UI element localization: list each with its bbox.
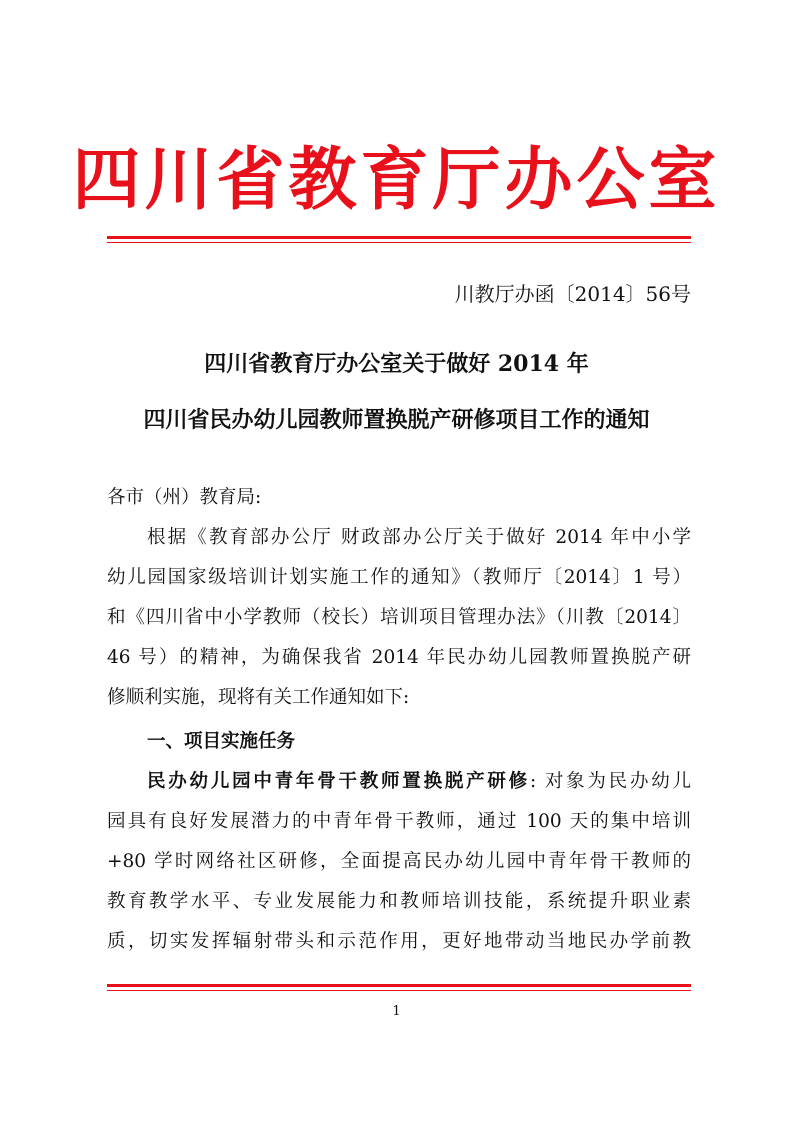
paragraph-1-line: 46 号）的精神，为确保我省 2014 年民办幼儿园教师置换脱产研 <box>107 647 691 668</box>
salutation: 各市（州）教育局: <box>107 487 262 508</box>
paragraph-1-line: 幼儿园国家级培训计划实施工作的通知》（教师厅〔2014〕1 号） <box>107 567 691 588</box>
notice-title-line-1: 四川省教育厅办公室关于做好 2014 年 <box>204 351 589 377</box>
letterhead-title: 四川省教育厅办公室 <box>72 140 721 220</box>
footer-rule-thick <box>107 984 691 987</box>
paragraph-1-line: 和《四川省中小学教师（校长）培训项目管理办法》（川教〔2014〕 <box>107 607 691 628</box>
paragraph-2-line: +80 学时网络社区研修，全面提高民办幼儿园中青年骨干教师的 <box>107 851 691 872</box>
paragraph-2-first-line-rest: : 对象为民办幼儿 <box>529 771 691 792</box>
notice-title-line-2: 四川省民办幼儿园教师置换脱产研修项目工作的通知 <box>143 407 650 433</box>
paragraph-2-line: 质，切实发挥辐射带头和示范作用，更好地带动当地民办学前教 <box>107 931 691 952</box>
paragraph-2-line: 园具有良好发展潜力的中青年骨干教师，通过 100 天的集中培训 <box>107 811 691 832</box>
letterhead-rule-thin <box>107 242 691 243</box>
section-1-heading: 一、项目实施任务 <box>147 731 296 752</box>
paragraph-2-first-line <box>147 768 691 796</box>
letterhead-rule-thick <box>107 236 691 239</box>
paragraph-1-line: 修顺利实施，现将有关工作通知如下: <box>107 687 410 708</box>
footer-rule-thin <box>107 990 691 991</box>
paragraph-2-bold-lead: 民办幼儿园中青年骨干教师置换脱产研修 <box>147 771 530 792</box>
paragraph-2-line: 教育教学水平、专业发展能力和教师培训技能，系统提升职业素 <box>107 891 691 912</box>
paragraph-1-line: 根据《教育部办公厅 财政部办公厅关于做好 2014 年中小学 <box>147 527 691 548</box>
document-number: 川教厅办函〔2014〕56号 <box>454 282 691 306</box>
page-number: 1 <box>392 1004 401 1019</box>
